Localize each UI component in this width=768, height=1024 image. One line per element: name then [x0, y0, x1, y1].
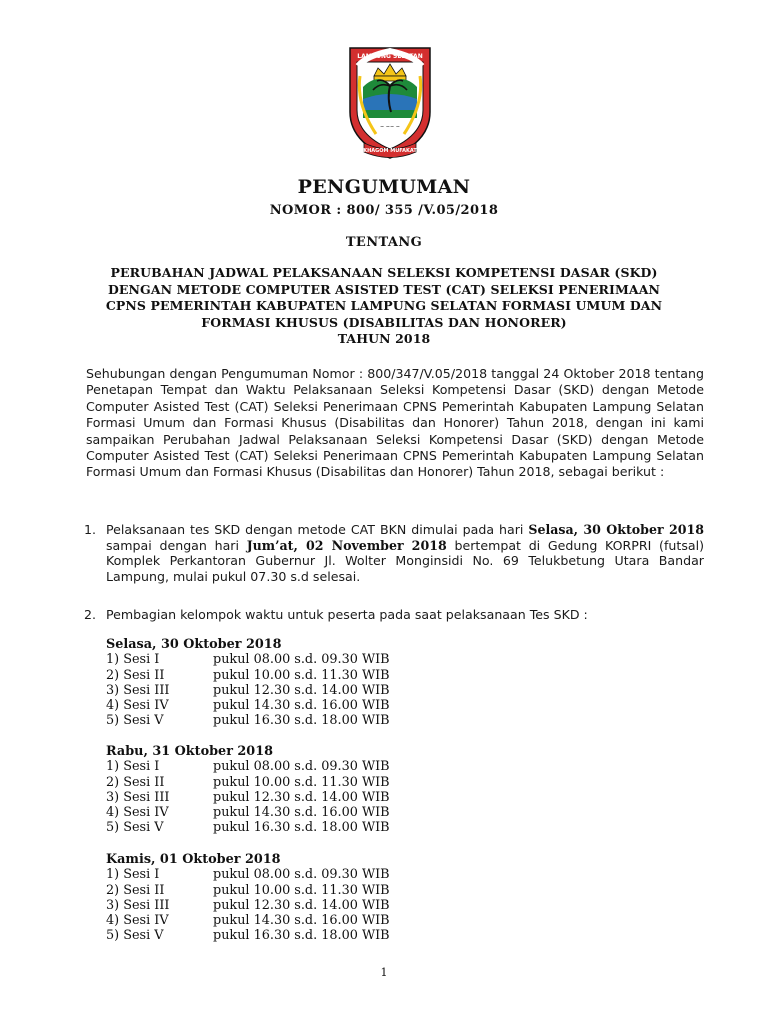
schedule-day [106, 637, 526, 729]
subject-line: CPNS PEMERINTAH KABUPATEN LAMPUNG SELATAN FORMASI UMUM DAN [105, 298, 663, 313]
session-label: 1) Sesi I [106, 652, 160, 668]
title-block [0, 176, 768, 348]
session-time: pukul 10.00 s.d. 11.30 WIB [213, 882, 390, 898]
list-number: 2. [84, 607, 97, 622]
page-number: 1 [380, 966, 388, 979]
session-label: 1) Sesi I [106, 867, 160, 883]
end-date: Jum’at, 02 November 2018 [246, 537, 447, 553]
session-row [106, 775, 526, 790]
item-text-b: sampai dengan hari [106, 537, 247, 553]
session-label: 4) Sesi IV [106, 805, 169, 821]
subject-line: DENGAN METODE COMPUTER ASISTED TEST (CAT) SELEKSI PENERIMAAN [107, 281, 661, 297]
list-number: 1. [84, 522, 97, 537]
document-number: NOMOR : 800/ 355 /V.05/2018 [269, 203, 499, 218]
session-time: pukul 08.00 s.d. 09.30 WIB [213, 759, 390, 775]
subject-heading [0, 265, 768, 348]
session-time: pukul 12.30 s.d. 14.00 WIB [213, 789, 390, 805]
session-row [106, 820, 526, 835]
list-item [84, 607, 704, 623]
list-item-text [106, 522, 704, 584]
list-item-text: Pembagian kelompok waktu untuk peserta pada saat pelaksanaan Tes SKD : [106, 607, 588, 622]
session-label: 4) Sesi IV [106, 698, 169, 714]
session-row [106, 790, 526, 805]
session-time: pukul 14.30 s.d. 16.00 WIB [213, 698, 390, 714]
schedule-day [106, 744, 526, 836]
item-text-a: Pelaksanaan tes SKD dengan metode CAT BKN dimulai pada hari [106, 522, 529, 537]
session-label: 1) Sesi I [106, 759, 160, 775]
session-label: 2) Sesi II [106, 667, 165, 683]
session-row [106, 713, 526, 728]
session-row [106, 683, 526, 698]
session-row [106, 883, 526, 898]
intro-paragraph: Sehubungan dengan Pengumuman Nomor : 800/347/V.05/2018 tanggal 24 Oktober 2018 tentang Penetapan Tempat dan Waktu Pelaksanaan Seleksi Kompetensi Dasar (SKD) dengan Metode Computer Asisted Test (CAT) Seleksi Penerimaan CPNS Pemerintah Kabupaten Lampung Selatan Formasi Umum dan Formasi Khusus (Disabilitas dan Honorer) Tahun 2018, dengan ini kami sampaikan Perubahan Jadwal Pelaksanaan Seleksi Kompetensi Dasar (SKD) dengan Metode Computer Asisted Test (CAT) Seleksi Penerimaan CPNS Pemerintah Kabupaten Lampung Selatan Formasi Umum dan Formasi Khusus (Disabilitas dan Honorer) Tahun 2018, sebagai berikut : [86, 366, 704, 480]
emblem-top-text: LAMPUNG SELATAN [357, 53, 423, 60]
emblem-script-text: ~ ~~ ~ [380, 124, 400, 130]
schedule-day-title: Selasa, 30 Oktober 2018 [106, 637, 282, 652]
subject-line: PERUBAHAN JADWAL PELAKSANAAN SELEKSI KOMPETENSI DASAR (SKD) [110, 265, 658, 280]
session-time: pukul 10.00 s.d. 11.30 WIB [213, 774, 390, 790]
session-row [106, 652, 526, 667]
session-time: pukul 12.30 s.d. 14.00 WIB [213, 682, 390, 698]
session-time: pukul 16.30 s.d. 18.00 WIB [213, 713, 390, 729]
subject-line: TAHUN 2018 [337, 331, 431, 346]
session-label: 2) Sesi II [106, 774, 165, 790]
session-row [106, 928, 526, 943]
session-row [106, 805, 526, 820]
session-label: 5) Sesi V [106, 820, 164, 836]
session-time: pukul 10.00 s.d. 11.30 WIB [213, 667, 390, 683]
session-row [106, 759, 526, 774]
session-time: pukul 14.30 s.d. 16.00 WIB [213, 805, 390, 821]
session-label: 4) Sesi IV [106, 913, 169, 929]
session-time: pukul 08.00 s.d. 09.30 WIB [213, 867, 390, 883]
session-label: 3) Sesi III [106, 789, 170, 805]
session-row [106, 698, 526, 713]
session-time: pukul 08.00 s.d. 09.30 WIB [213, 652, 390, 668]
session-row [106, 913, 526, 928]
session-label: 5) Sesi V [106, 928, 164, 944]
session-row [106, 867, 526, 882]
session-row [106, 668, 526, 683]
emblem-bottom-text: KHAGOM MUFAKAT [363, 148, 417, 154]
session-row [106, 898, 526, 913]
list-item [84, 522, 704, 584]
lampung-selatan-emblem [344, 42, 436, 162]
schedule-day-title: Kamis, 01 Oktober 2018 [106, 852, 281, 867]
session-time: pukul 16.30 s.d. 18.00 WIB [213, 928, 390, 944]
session-label: 5) Sesi V [106, 713, 164, 729]
start-date: Selasa, 30 Oktober 2018 [528, 522, 704, 537]
session-time: pukul 16.30 s.d. 18.00 WIB [213, 820, 390, 836]
schedule-day-title: Rabu, 31 Oktober 2018 [106, 744, 274, 759]
session-label: 2) Sesi II [106, 882, 165, 898]
subject-line: FORMASI KHUSUS (DISABILITAS DAN HONORER) [201, 314, 567, 330]
session-label: 3) Sesi III [106, 682, 170, 698]
session-time: pukul 14.30 s.d. 16.00 WIB [213, 913, 390, 929]
tentang-heading: TENTANG [345, 235, 423, 250]
item-text-c: bertempat di Gedung KORPRI (futsal) Komplek Perkantoran Gubernur Jl. Wolter Monginsidi No. 69 Telukbetung Utara Bandar Lampung, mulai pukul 07.30 s.d selesai. [106, 537, 705, 584]
schedule-day [106, 852, 526, 944]
session-label: 3) Sesi III [106, 897, 170, 913]
page-title: PENGUMUMAN [297, 176, 471, 198]
session-time: pukul 12.30 s.d. 14.00 WIB [213, 897, 390, 913]
